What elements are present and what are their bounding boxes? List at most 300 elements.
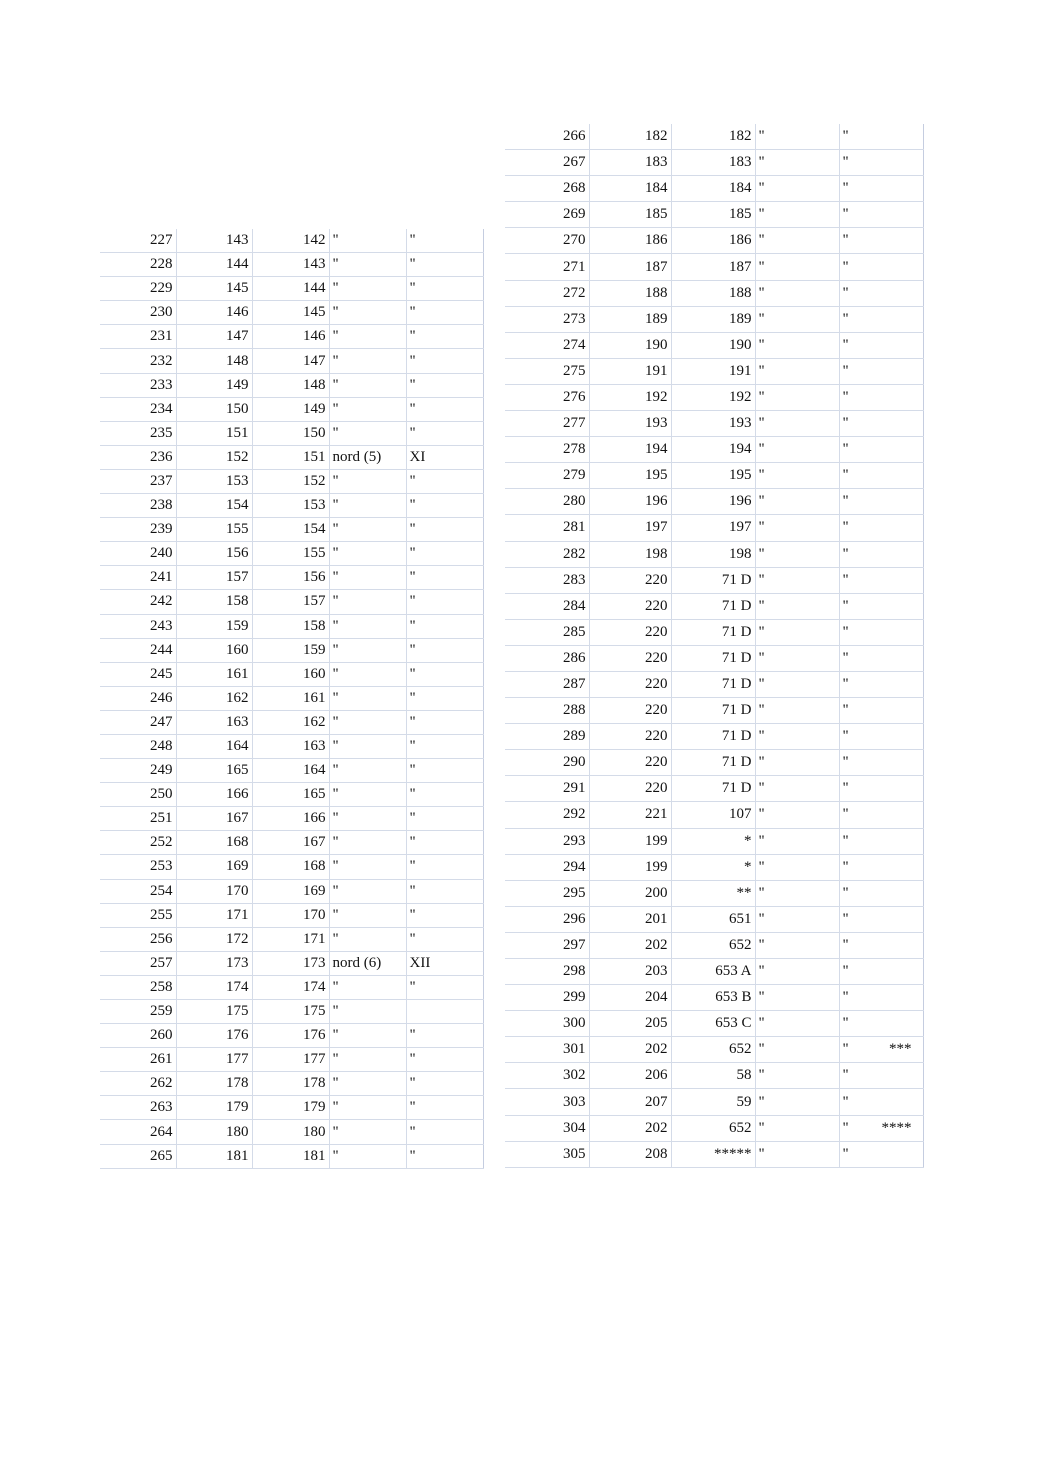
table-cell: 163 (252, 734, 329, 758)
table-cell: " (406, 590, 483, 614)
table-cell (839, 567, 923, 593)
table-cell: 145 (252, 301, 329, 325)
table-cell: 169 (252, 879, 329, 903)
table-cell (839, 437, 923, 463)
table-cell: 156 (252, 566, 329, 590)
table-cell: 256 (100, 927, 176, 951)
table-cell: 169 (176, 855, 252, 879)
table-cell: 241 (100, 566, 176, 590)
table-cell: 147 (252, 349, 329, 373)
table-cell: " (406, 373, 483, 397)
table-cell: " (755, 724, 839, 750)
table-row (505, 567, 923, 593)
table-cell: 142 (252, 229, 329, 253)
ditto-mark: " (842, 128, 849, 145)
table-cell: 202 (589, 1115, 671, 1141)
table-row (100, 397, 483, 421)
table-row (100, 855, 483, 879)
table-cell: 143 (252, 253, 329, 277)
table-cell: 190 (671, 332, 755, 358)
table-row (100, 1048, 483, 1072)
table-row (505, 880, 923, 906)
table-cell: 653 C (671, 1011, 755, 1037)
table-cell: XI (406, 445, 483, 469)
table-row (505, 645, 923, 671)
table-cell (839, 358, 923, 384)
table-cell: 165 (176, 759, 252, 783)
ditto-mark: " (842, 1067, 849, 1084)
table-cell: 292 (505, 802, 589, 828)
table-cell: " (406, 301, 483, 325)
table-cell: 300 (505, 1011, 589, 1037)
table-row (100, 614, 483, 638)
table-cell (839, 306, 923, 332)
table-cell: " (406, 783, 483, 807)
table-row (505, 671, 923, 697)
table-cell: 265 (100, 1144, 176, 1168)
table-cell: 71 D (671, 671, 755, 697)
table-cell: " (329, 783, 406, 807)
table-cell: " (329, 397, 406, 421)
table-row (505, 280, 923, 306)
table-cell (839, 332, 923, 358)
table-row (505, 802, 923, 828)
table-cell (839, 750, 923, 776)
table-cell: * (671, 828, 755, 854)
table-row (505, 124, 923, 150)
table-cell: 199 (589, 828, 671, 854)
table-cell: 107 (671, 802, 755, 828)
table-row (100, 494, 483, 518)
table-cell (839, 985, 923, 1011)
table-cell: 173 (252, 951, 329, 975)
table-cell: 278 (505, 437, 589, 463)
table-cell: " (406, 1048, 483, 1072)
ditto-mark: " (842, 310, 849, 327)
table-cell: 247 (100, 710, 176, 734)
ditto-mark: " (842, 832, 849, 849)
table-cell: " (755, 671, 839, 697)
table-cell: 71 D (671, 567, 755, 593)
table-cell: " (406, 927, 483, 951)
table-cell: 185 (589, 202, 671, 228)
table-cell: 267 (505, 150, 589, 176)
table-row (505, 150, 923, 176)
table-cell: 152 (252, 469, 329, 493)
table-row (505, 541, 923, 567)
table-row (100, 686, 483, 710)
table-cell: 205 (589, 1011, 671, 1037)
table-cell: 71 D (671, 776, 755, 802)
table-cell: 160 (252, 662, 329, 686)
table-row (100, 542, 483, 566)
table-cell: 177 (252, 1048, 329, 1072)
table-cell (839, 593, 923, 619)
table-cell: " (406, 253, 483, 277)
table-cell: " (329, 807, 406, 831)
table-cell: 269 (505, 202, 589, 228)
table-cell: 208 (589, 1141, 671, 1167)
table-row (100, 1144, 483, 1168)
table-cell (839, 463, 923, 489)
table-row (505, 619, 923, 645)
table-cell: 172 (176, 927, 252, 951)
ditto-mark: " (842, 884, 849, 901)
table-cell: 296 (505, 906, 589, 932)
table-cell: 182 (671, 124, 755, 150)
table-cell: 158 (252, 614, 329, 638)
table-cell (839, 150, 923, 176)
table-cell: 153 (252, 494, 329, 518)
table-row (100, 518, 483, 542)
table-row (100, 1000, 483, 1024)
table-cell: 259 (100, 1000, 176, 1024)
table-cell: 180 (176, 1120, 252, 1144)
table-cell: 178 (176, 1072, 252, 1096)
table-cell: 253 (100, 855, 176, 879)
table-cell (839, 880, 923, 906)
table-cell: 187 (589, 254, 671, 280)
table-cell: " (406, 903, 483, 927)
table-cell: 173 (176, 951, 252, 975)
table-cell (839, 411, 923, 437)
table-cell: 291 (505, 776, 589, 802)
table-cell: " (755, 541, 839, 567)
table-cell: 197 (671, 515, 755, 541)
table-cell: 204 (589, 985, 671, 1011)
table-cell: 179 (252, 1096, 329, 1120)
table-cell: 275 (505, 358, 589, 384)
table-cell: 287 (505, 671, 589, 697)
table-cell: 284 (505, 593, 589, 619)
table-cell: " (406, 759, 483, 783)
table-cell: 168 (176, 831, 252, 855)
table-cell: 186 (671, 228, 755, 254)
table-cell: 155 (176, 518, 252, 542)
table-cell: 143 (176, 229, 252, 253)
table-cell: 199 (589, 854, 671, 880)
table-cell: " (755, 489, 839, 515)
footnote-marker: *** (889, 1041, 912, 1058)
table-cell: 191 (589, 358, 671, 384)
table-cell: nord (6) (329, 951, 406, 975)
table-cell: 71 D (671, 593, 755, 619)
table-cell: 298 (505, 959, 589, 985)
table-cell: " (329, 759, 406, 783)
table-cell: 196 (671, 489, 755, 515)
table-row (505, 1089, 923, 1115)
table-cell: " (329, 518, 406, 542)
table-cell: 176 (252, 1024, 329, 1048)
table-cell: 144 (176, 253, 252, 277)
table-cell: " (406, 397, 483, 421)
table-cell: 148 (252, 373, 329, 397)
table-cell: 261 (100, 1048, 176, 1072)
table-cell: 164 (176, 734, 252, 758)
table-cell: " (329, 421, 406, 445)
table-cell: 192 (589, 384, 671, 410)
table-cell (839, 228, 923, 254)
table-cell: " (755, 776, 839, 802)
table-cell: " (755, 1063, 839, 1089)
table-cell: 154 (252, 518, 329, 542)
table-cell: 195 (589, 463, 671, 489)
table-cell: 182 (589, 124, 671, 150)
ditto-mark: " (842, 441, 849, 458)
ditto-mark: " (842, 1015, 849, 1032)
table-cell: 297 (505, 932, 589, 958)
table-cell: " (755, 150, 839, 176)
table-cell: 290 (505, 750, 589, 776)
table-row (100, 903, 483, 927)
table-cell: 71 D (671, 645, 755, 671)
table-row (505, 411, 923, 437)
table-cell: 293 (505, 828, 589, 854)
table-cell: 174 (252, 975, 329, 999)
table-cell: 176 (176, 1024, 252, 1048)
table-cell: 161 (176, 662, 252, 686)
table-cell: 279 (505, 463, 589, 489)
table-cell: " (329, 1144, 406, 1168)
table-row (505, 698, 923, 724)
table-cell: 198 (671, 541, 755, 567)
table-row (100, 325, 483, 349)
table-cell: 175 (176, 1000, 252, 1024)
table-cell: 235 (100, 421, 176, 445)
table-cell: 185 (671, 202, 755, 228)
table-cell: 220 (589, 593, 671, 619)
table-cell: 283 (505, 567, 589, 593)
table-cell: nord (5) (329, 445, 406, 469)
table-cell: XII (406, 951, 483, 975)
table-cell: 197 (589, 515, 671, 541)
table-cell (839, 645, 923, 671)
table-cell: " (755, 463, 839, 489)
table-row (100, 807, 483, 831)
table-cell: 167 (176, 807, 252, 831)
table-row (505, 384, 923, 410)
table-row (505, 254, 923, 280)
table-cell: 242 (100, 590, 176, 614)
table-row (100, 831, 483, 855)
table-row (100, 301, 483, 325)
table-cell: 258 (100, 975, 176, 999)
table-cell: 148 (176, 349, 252, 373)
table-cell: " (755, 802, 839, 828)
table-cell: 236 (100, 445, 176, 469)
table-cell (839, 384, 923, 410)
table-cell: " (329, 277, 406, 301)
ditto-mark: " (842, 702, 849, 719)
ditto-mark: " (842, 649, 849, 666)
ditto-mark: " (842, 180, 849, 197)
table-cell: " (755, 437, 839, 463)
table-cell: 277 (505, 411, 589, 437)
table-cell: " (755, 1141, 839, 1167)
table-row (505, 985, 923, 1011)
table-row (505, 593, 923, 619)
table-cell (839, 932, 923, 958)
table-cell: " (755, 280, 839, 306)
table-cell: 245 (100, 662, 176, 686)
table-cell: 167 (252, 831, 329, 855)
table-cell: " (406, 1072, 483, 1096)
table-cell: " (329, 253, 406, 277)
table-cell (839, 124, 923, 150)
table-cell (839, 280, 923, 306)
table-row (100, 469, 483, 493)
table-cell: 280 (505, 489, 589, 515)
table-cell: 271 (505, 254, 589, 280)
table-cell: 164 (252, 759, 329, 783)
ditto-mark: " (842, 754, 849, 771)
table-cell: 175 (252, 1000, 329, 1024)
table-cell: 180 (252, 1120, 329, 1144)
table-row (100, 734, 483, 758)
table-cell (839, 1011, 923, 1037)
ditto-mark: " (842, 493, 849, 510)
table-cell: 153 (176, 469, 252, 493)
table-cell: 264 (100, 1120, 176, 1144)
table-cell: " (406, 542, 483, 566)
table-cell: 206 (589, 1063, 671, 1089)
table-cell (839, 906, 923, 932)
table-row (505, 437, 923, 463)
table-cell: " (406, 638, 483, 662)
table-cell: " (406, 807, 483, 831)
table-cell: 220 (589, 750, 671, 776)
table-cell: 232 (100, 349, 176, 373)
table-cell: 251 (100, 807, 176, 831)
table-cell: 71 D (671, 750, 755, 776)
ditto-mark: " (842, 910, 849, 927)
table-cell: " (755, 698, 839, 724)
ditto-mark: " (842, 362, 849, 379)
table-cell: 194 (589, 437, 671, 463)
table-cell: 155 (252, 542, 329, 566)
table-cell: 188 (589, 280, 671, 306)
table-cell: " (406, 494, 483, 518)
table-cell: " (406, 1120, 483, 1144)
table-cell: 178 (252, 1072, 329, 1096)
table-cell: 146 (252, 325, 329, 349)
table-cell: " (329, 325, 406, 349)
table-cell: 189 (671, 306, 755, 332)
table-cell: " (755, 880, 839, 906)
table-cell (839, 489, 923, 515)
table-row (100, 277, 483, 301)
table-cell: 171 (176, 903, 252, 927)
table-cell: 156 (176, 542, 252, 566)
table-cell: 181 (252, 1144, 329, 1168)
table-row (505, 828, 923, 854)
table-cell: 220 (589, 645, 671, 671)
table-cell: 194 (671, 437, 755, 463)
table-cell: " (406, 662, 483, 686)
table-row (505, 1141, 923, 1167)
table-cell: 252 (100, 831, 176, 855)
table-cell: 162 (252, 710, 329, 734)
table-cell (839, 959, 923, 985)
table-cell: " (755, 124, 839, 150)
table-row (100, 1120, 483, 1144)
table-cell: 198 (589, 541, 671, 567)
table-cell: " (755, 254, 839, 280)
ditto-mark: " (842, 519, 849, 536)
ditto-mark: " (842, 284, 849, 301)
table-cell: " (329, 879, 406, 903)
table-cell: 154 (176, 494, 252, 518)
table-cell: ** (671, 880, 755, 906)
table-cell: " (329, 494, 406, 518)
table-cell: 266 (505, 124, 589, 150)
table-cell: " (329, 855, 406, 879)
right-table-body (505, 124, 923, 1167)
table-cell: 159 (252, 638, 329, 662)
footnote-marker: **** (881, 1119, 912, 1136)
table-cell: 234 (100, 397, 176, 421)
table-cell: 163 (176, 710, 252, 734)
table-cell: 174 (176, 975, 252, 999)
table-cell (839, 202, 923, 228)
table-cell: 243 (100, 614, 176, 638)
ditto-mark: " (842, 336, 849, 353)
table-cell: " (755, 306, 839, 332)
table-cell: " (406, 277, 483, 301)
table-cell: " (406, 734, 483, 758)
table-row (505, 306, 923, 332)
table-cell: 202 (589, 1037, 671, 1063)
table-cell: 183 (589, 150, 671, 176)
table-cell: 192 (671, 384, 755, 410)
ditto-mark: " (842, 858, 849, 875)
ditto-mark: " (842, 258, 849, 275)
table-row (100, 638, 483, 662)
table-cell: " (329, 566, 406, 590)
table-cell: " (406, 614, 483, 638)
table-cell: 184 (589, 176, 671, 202)
table-cell: 201 (589, 906, 671, 932)
ditto-mark: " (842, 623, 849, 640)
table-row (505, 932, 923, 958)
table-cell: 150 (176, 397, 252, 421)
table-row (100, 590, 483, 614)
table-cell: 184 (671, 176, 755, 202)
ditto-mark: " (842, 1119, 849, 1136)
table-cell: " (406, 975, 483, 999)
table-cell: 195 (671, 463, 755, 489)
table-cell: " (406, 469, 483, 493)
table-cell: 263 (100, 1096, 176, 1120)
table-cell: 228 (100, 253, 176, 277)
table-cell: 282 (505, 541, 589, 567)
table-cell: 227 (100, 229, 176, 253)
table-cell: " (755, 593, 839, 619)
table-cell: 196 (589, 489, 671, 515)
table-cell: 189 (589, 306, 671, 332)
table-row (100, 662, 483, 686)
table-cell: 281 (505, 515, 589, 541)
table-cell: 181 (176, 1144, 252, 1168)
table-row (505, 906, 923, 932)
table-cell: 168 (252, 855, 329, 879)
table-cell: " (755, 567, 839, 593)
table-cell (839, 828, 923, 854)
table-cell: 220 (589, 776, 671, 802)
table-cell: 230 (100, 301, 176, 325)
table-cell: 257 (100, 951, 176, 975)
table-cell: " (755, 1011, 839, 1037)
